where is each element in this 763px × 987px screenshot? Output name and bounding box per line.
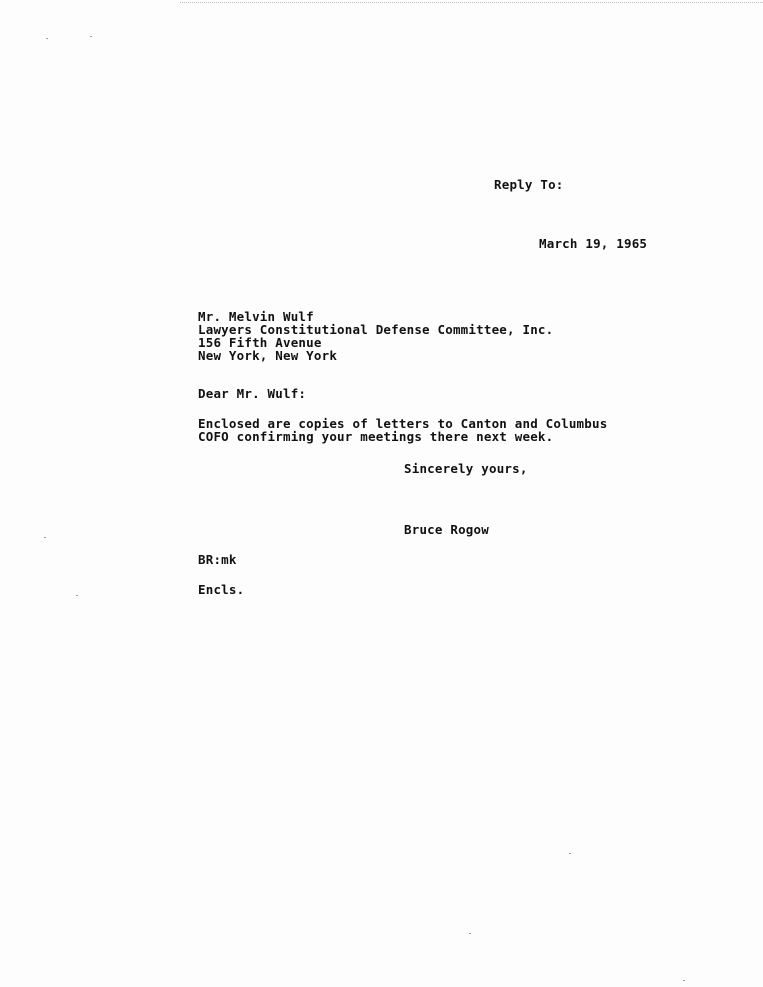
scan-speck: [90, 36, 92, 37]
scan-speck: [569, 853, 571, 854]
recipient-street: 156 Fifth Avenue: [198, 335, 322, 350]
recipient-organization: Lawyers Constitutional Defense Committee, Inc.: [198, 322, 554, 337]
recipient-address: [198, 310, 553, 362]
typist-initials: BR:mk: [198, 552, 237, 567]
letter-date: March 19, 1965: [539, 236, 648, 251]
scan-speck: [683, 980, 685, 981]
body-line: COFO confirming your meetings there next week.: [198, 429, 554, 444]
scan-speck: [76, 595, 78, 596]
scan-speck: [469, 933, 471, 934]
recipient-name: Mr. Melvin Wulf: [198, 309, 314, 324]
recipient-city: New York, New York: [198, 348, 338, 363]
reply-to-label: Reply To:: [494, 177, 564, 192]
signature-name: Bruce Rogow: [404, 522, 489, 537]
body-line: Enclosed are copies of letters to Canton and Columbus: [198, 416, 608, 431]
scan-speck: [44, 537, 46, 538]
salutation: Dear Mr. Wulf:: [198, 386, 307, 401]
closing: Sincerely yours,: [404, 461, 528, 476]
letter-body: [198, 417, 607, 443]
scan-speck: [46, 38, 48, 39]
scan-edge-rule: [180, 2, 763, 3]
enclosure-note: Encls.: [198, 582, 245, 597]
